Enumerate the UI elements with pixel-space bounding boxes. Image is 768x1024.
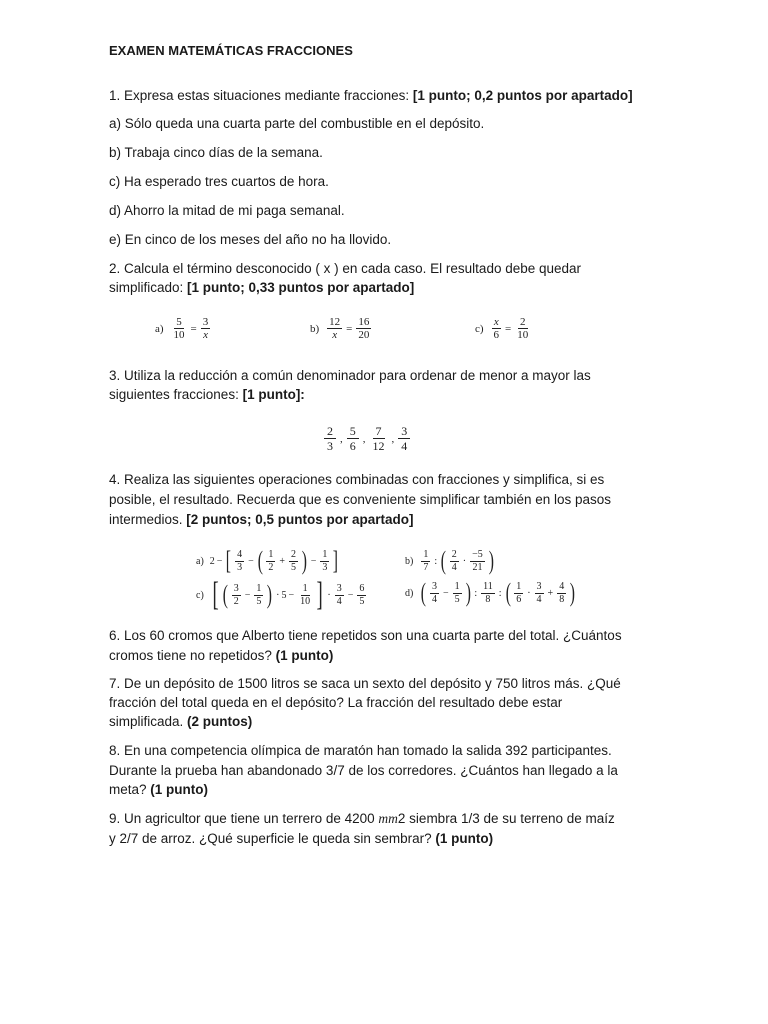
- q4-d-den2: 5: [454, 593, 460, 605]
- q4-expression-b: b) $\frac{1}{7}$ : ( $\frac{2}{4}$ · $\frac{-5}{21}$ ): [405, 546, 494, 575]
- q3-line-1: 3. Utiliza la reducción a común denominador para ordenar de menor a mayor las: [109, 368, 591, 383]
- q3-f4-num: 3: [398, 424, 410, 439]
- q9-text-b: 2 siembra 1/3 de su terreno de maíz: [397, 811, 615, 826]
- q4-a-minus: −: [216, 555, 223, 567]
- q1-item-b: b) Trabaja cinco días de la semana.: [109, 145, 323, 160]
- q4-c-den3: 10: [300, 595, 311, 607]
- q2-a-num1: 5: [176, 316, 182, 328]
- q1-text: 1. Expresa estas situaciones mediante fracciones:: [109, 88, 413, 103]
- q3-fraction-list: [322, 424, 412, 453]
- q4-a-bracket-close: ]: [333, 546, 339, 575]
- q4-c-dot: ·: [276, 589, 280, 601]
- q4-c-paren-close: ): [267, 580, 273, 609]
- q4-d-label: d): [405, 587, 414, 599]
- q2-b-den1: x: [332, 329, 338, 341]
- q4-c-paren-open: (: [222, 580, 229, 609]
- q4-b-den1: 7: [423, 561, 429, 573]
- q4-b-paren-close: ): [488, 546, 494, 575]
- q2-c-equals: =: [505, 322, 512, 335]
- q3-line-2: [109, 385, 305, 405]
- q4-b-num2: 2: [451, 548, 457, 560]
- q4-c-bracket-close: ]: [316, 576, 323, 613]
- q4-a-whole: 2: [209, 555, 215, 567]
- q3-f1-num: 2: [324, 424, 336, 439]
- q6-line-1: 6. Los 60 cromos que Alberto tiene repetidos son una cuarta parte del total. ¿Cuántos: [109, 628, 622, 643]
- page-title: EXAMEN MATEMÁTICAS FRACCIONES: [109, 43, 353, 58]
- q4-d-paren2-open: (: [505, 578, 511, 607]
- q1-item-d: d) Ahorro la mitad de mi paga semanal.: [109, 203, 345, 218]
- q8-line-1: 8. En una competencia olímpica de maratón han tomado la salida 392 participantes.: [109, 743, 612, 758]
- q4-text: intermedios.: [109, 512, 187, 527]
- q2-b-den2: 20: [358, 329, 370, 341]
- q4-a-den1: 3: [237, 561, 243, 573]
- q4-b-num1: 1: [423, 548, 429, 560]
- q4-d-paren-open: (: [421, 578, 427, 607]
- q9-line-1: [109, 809, 615, 829]
- q4-d-num2: 1: [454, 580, 460, 592]
- q2-b-label: b): [310, 322, 320, 335]
- question-1: [109, 86, 633, 106]
- q7-text: simplificada.: [109, 714, 188, 729]
- q2-text: simplificado:: [109, 280, 188, 295]
- q2-a-den2: x: [203, 329, 208, 341]
- q2-line-2: [109, 278, 414, 298]
- q4-d-den3: 8: [485, 593, 491, 605]
- q4-points: [2 puntos; 0,5 puntos por apartado]: [186, 512, 414, 527]
- q4-a-den4: 3: [322, 561, 328, 573]
- q4-c-num4: 3: [336, 582, 342, 594]
- q4-a-label: a): [196, 555, 204, 567]
- q4-b-colon: :: [434, 555, 438, 567]
- q3-f2-den: 6: [349, 439, 356, 453]
- q4-c-num3: 1: [302, 582, 308, 594]
- q1-item-a: a) Sólo queda una cuarta parte del combustible en el depósito.: [109, 116, 485, 131]
- q4-c-den1: 2: [233, 595, 239, 607]
- q4-d-den4: 6: [516, 593, 522, 605]
- q4-d-den6: 8: [559, 593, 565, 605]
- q3-f3-den: 12: [372, 439, 385, 453]
- q4-c-num5: 6: [359, 582, 365, 594]
- q9-line-2: [109, 829, 493, 849]
- q6-points: (1 punto): [275, 648, 334, 663]
- q3-f1-den: 3: [327, 439, 333, 453]
- q4-d-num1: 3: [432, 580, 438, 592]
- q4-a-num3: 2: [291, 548, 297, 560]
- q2-c-num1: x: [493, 316, 499, 328]
- q2-a-num2: 3: [202, 316, 209, 328]
- q7-line-1: 7. De un depósito de 1500 litros se saca un sexto del depósito y 750 litros más. ¿Qué: [109, 676, 621, 691]
- q2-c-den2: 10: [517, 329, 529, 341]
- q7-line-2: fracción del total queda en el depósito? La fracción del resultado debe estar: [109, 695, 563, 710]
- q4-line-1: 4. Realiza las siguientes operaciones combinadas con fracciones y simplifica, si es: [109, 472, 605, 487]
- q4-a-plus: +: [279, 555, 286, 567]
- q4-expression-d: d) ( $\frac{3}{4}$ − $\frac{1}{5}$ ) : $\frac{11}{8}$ : ( $\frac{1}{6}$ · $\frac{3}{4}$ + $\frac{4}{8}$ ): [405, 578, 576, 607]
- q4-d-den5: 4: [536, 593, 542, 605]
- q4-a-paren-close: ): [301, 546, 307, 575]
- q4-d-paren-close: ): [465, 578, 471, 607]
- q4-c-den4: 4: [336, 595, 342, 607]
- q1-points: [1 punto; 0,2 puntos por apartado]: [412, 88, 633, 103]
- q4-a-bracket-open: [: [226, 546, 232, 575]
- q4-b-num3: −5: [472, 548, 483, 560]
- q2-a-equals: =: [190, 322, 197, 335]
- q4-b-den2: 4: [451, 561, 457, 573]
- q4-a-minus: −: [248, 555, 254, 567]
- q3-points: [1 punto]:: [242, 387, 305, 402]
- q2-b-num1: 12: [329, 316, 341, 328]
- q4-d-num6: 4: [559, 580, 565, 592]
- q7-points: (2 puntos): [187, 714, 253, 729]
- q4-a-den2: 2: [268, 561, 274, 573]
- q2-c-label: c): [475, 322, 484, 335]
- q4-a-num4: 1: [322, 548, 328, 560]
- q4-a-den3: 5: [291, 561, 297, 573]
- q1-item-e: e) En cinco de los meses del año no ha llovido.: [109, 232, 392, 247]
- q4-a-paren-open: (: [257, 546, 263, 575]
- q2-b-equals: =: [346, 322, 353, 335]
- q8-points: (1 punto): [150, 782, 209, 797]
- q4-c-dot: ·: [327, 589, 331, 601]
- q4-b-label: b): [405, 555, 414, 567]
- q4-d-paren2-close: ): [569, 578, 576, 607]
- q4-expression-c: c) [ ( $\frac{3}{2}$ − $\frac{1}{5}$ ) · 5 − $\frac{1}{10}$ ] · $\frac{3}{4}$ − $\frac{6}{5}$: [196, 576, 365, 613]
- q3-separator: ,: [340, 432, 343, 445]
- q3-f2-num: 5: [347, 424, 359, 439]
- q4-a-num1: 4: [237, 548, 243, 560]
- q6-line-2: [109, 646, 333, 666]
- q4-b-paren-open: (: [440, 546, 447, 575]
- q2-c-den1: 6: [493, 329, 500, 341]
- q2-c-num2: 2: [520, 316, 526, 328]
- q4-line-2: posible, el resultado. Recuerda que es conveniente simplificar también en los pasos: [109, 492, 612, 507]
- q4-expression-a: [196, 548, 340, 574]
- q8-line-2: Durante la prueba han abandonado 3/7 de los corredores. ¿Cuántos han llegado a la: [109, 763, 618, 778]
- q4-c-den2: 5: [256, 595, 262, 607]
- q4-b-den3: 21: [472, 561, 483, 573]
- q2-points: [1 punto; 0,33 puntos por apartado]: [187, 280, 415, 295]
- q4-d-num5: 3: [536, 580, 542, 592]
- q4-c-label: c): [196, 589, 204, 601]
- q3-separator: ,: [391, 432, 395, 445]
- q9-text-a: 9. Un agricultor que tiene un terrero de 4200: [109, 811, 379, 826]
- q4-a-num2: 1: [268, 548, 274, 560]
- q9-points: (1 punto): [435, 831, 494, 846]
- q8-text: meta?: [109, 782, 151, 797]
- q3-text: siguientes fracciones:: [109, 387, 243, 402]
- q6-text: cromos tiene no repetidos?: [109, 648, 276, 663]
- q4-d-num3: 11: [483, 580, 493, 592]
- q8-line-3: [109, 780, 208, 800]
- q4-c-num2: 1: [256, 582, 262, 594]
- q2-equation-c: [475, 316, 532, 341]
- q2-equation-a: [155, 316, 212, 341]
- q1-item-c: c) Ha esperado tres cuartos de hora.: [109, 174, 329, 189]
- q3-f3-num: 7: [373, 424, 385, 439]
- q2-b-num2: 16: [358, 316, 370, 328]
- q2-a-den1: 10: [173, 329, 185, 341]
- q2-equation-b: [310, 316, 373, 341]
- q4-d-num4: 1: [516, 580, 522, 592]
- q4-c-den5: 5: [359, 595, 365, 607]
- q4-a-minus: −: [310, 555, 317, 567]
- q4-c-num1: 3: [233, 582, 239, 594]
- q2-line-1: 2. Calcula el término desconocido ( x ) en cada caso. El resultado debe quedar: [109, 261, 582, 276]
- q3-f4-den: 4: [401, 439, 408, 453]
- q4-c-whole: 5: [281, 589, 287, 601]
- q9-unit: mm: [378, 811, 398, 826]
- q7-line-3: [109, 712, 252, 732]
- q3-separator: ,: [362, 432, 366, 445]
- q4-d-den1: 4: [432, 593, 438, 605]
- q4-line-3: [109, 510, 414, 530]
- q4-c-bracket-open: [: [212, 576, 219, 613]
- q2-a-label: a): [155, 322, 164, 335]
- q9-text: y 2/7 de arroz. ¿Qué superficie le queda sin sembrar?: [109, 831, 436, 846]
